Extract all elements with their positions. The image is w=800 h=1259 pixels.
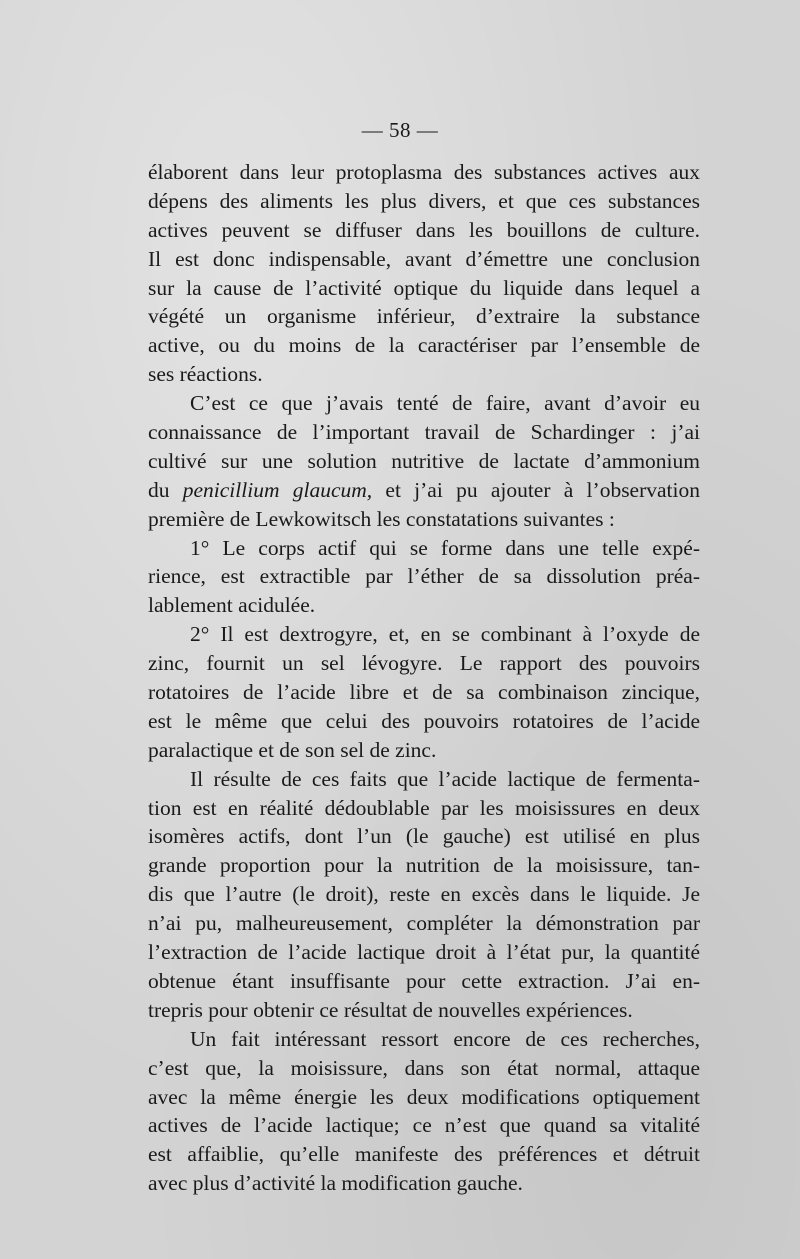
text-line: 1° Le corps actif qui se forme dans une telle expé- bbox=[190, 535, 700, 560]
text-line: lablement acidulée. bbox=[148, 593, 316, 618]
text-line: C’est ce que j’avais tenté de faire, avant d’avoir eu bbox=[190, 391, 700, 416]
text-line: 2° Il est dextrogyre, et, en se combinant à l’oxyde de bbox=[190, 622, 700, 647]
species-name-italic: penicillium glaucum, bbox=[182, 477, 373, 502]
body-text bbox=[148, 158, 700, 1198]
text-line: paralactique et de son sel de zinc. bbox=[148, 737, 437, 762]
text-line: Il résulte de ces faits que l’acide lactique de fermenta- bbox=[190, 766, 700, 791]
text-line: sur la cause de l’activité optique du liquide dans lequel a bbox=[148, 275, 700, 300]
text-line: avec la même énergie les deux modifications optiquement bbox=[148, 1084, 700, 1109]
text-line: dis que l’autre (le droit), reste en excès dans le liquide. Je bbox=[148, 882, 700, 907]
text-line: est affaiblie, qu’elle manifeste des préférences et détruit bbox=[148, 1142, 700, 1167]
text-line-with-italic bbox=[148, 476, 700, 505]
text-line: active, ou du moins de la caractériser par l’ensemble de bbox=[148, 333, 700, 358]
text-line: trepris pour obtenir ce résultat de nouvelles expériences. bbox=[148, 997, 633, 1022]
text-line: Il est donc indispensable, avant d’émettre une conclusion bbox=[148, 246, 700, 271]
text-line: actives de l’acide lactique; ce n’est que quand sa vitalité bbox=[148, 1113, 700, 1138]
text-line: c’est que, la moisissure, dans son état normal, attaque bbox=[148, 1055, 700, 1080]
text-fragment: du bbox=[148, 477, 183, 502]
text-line: tion est en réalité dédoublable par les moisissures en deux bbox=[148, 795, 700, 820]
text-line: grande proportion pour la nutrition de la moisissure, tan- bbox=[148, 853, 700, 878]
text-line: ses réactions. bbox=[148, 362, 263, 387]
text-line: actives peuvent se diffuser dans les bouillons de culture. bbox=[148, 217, 700, 242]
text-line: obtenue étant insuffisante pour cette extraction. J’ai en- bbox=[148, 968, 700, 993]
text-line: rience, est extractible par l’éther de sa dissolution préa- bbox=[148, 564, 700, 589]
text-fragment: et j’ai pu ajouter à l’observation bbox=[372, 477, 700, 502]
text-line: isomères actifs, dont l’un (le gauche) est utilisé en plus bbox=[148, 824, 700, 849]
text-line: Un fait intéressant ressort encore de ces recherches, bbox=[190, 1026, 700, 1051]
text-line: végété un organisme inférieur, d’extraire la substance bbox=[148, 304, 700, 329]
text-line: avec plus d’activité la modification gauche. bbox=[148, 1171, 523, 1196]
text-line: connaissance de l’important travail de Schardinger : j’ai bbox=[148, 420, 700, 445]
text-line: première de Lewkowitsch les constatations suivantes : bbox=[148, 506, 615, 531]
text-line: zinc, fournit un sel lévogyre. Le rapport des pouvoirs bbox=[148, 651, 700, 676]
text-line: dépens des aliments les plus divers, et que ces substances bbox=[148, 188, 700, 213]
text-line: rotatoires de l’acide libre et de sa combinaison zincique, bbox=[148, 680, 700, 705]
page-number: — 58 — bbox=[361, 118, 439, 142]
text-line: élaborent dans leur protoplasma des substances actives aux bbox=[148, 160, 700, 184]
text-line: cultivé sur une solution nutritive de lactate d’ammonium bbox=[148, 448, 700, 473]
text-line: est le même que celui des pouvoirs rotatoires de l’acide bbox=[148, 708, 700, 733]
text-line: l’extraction de l’acide lactique droit à l’état pur, la quantité bbox=[148, 940, 700, 965]
text-line: n’ai pu, malheureusement, compléter la démonstration par bbox=[148, 911, 700, 936]
